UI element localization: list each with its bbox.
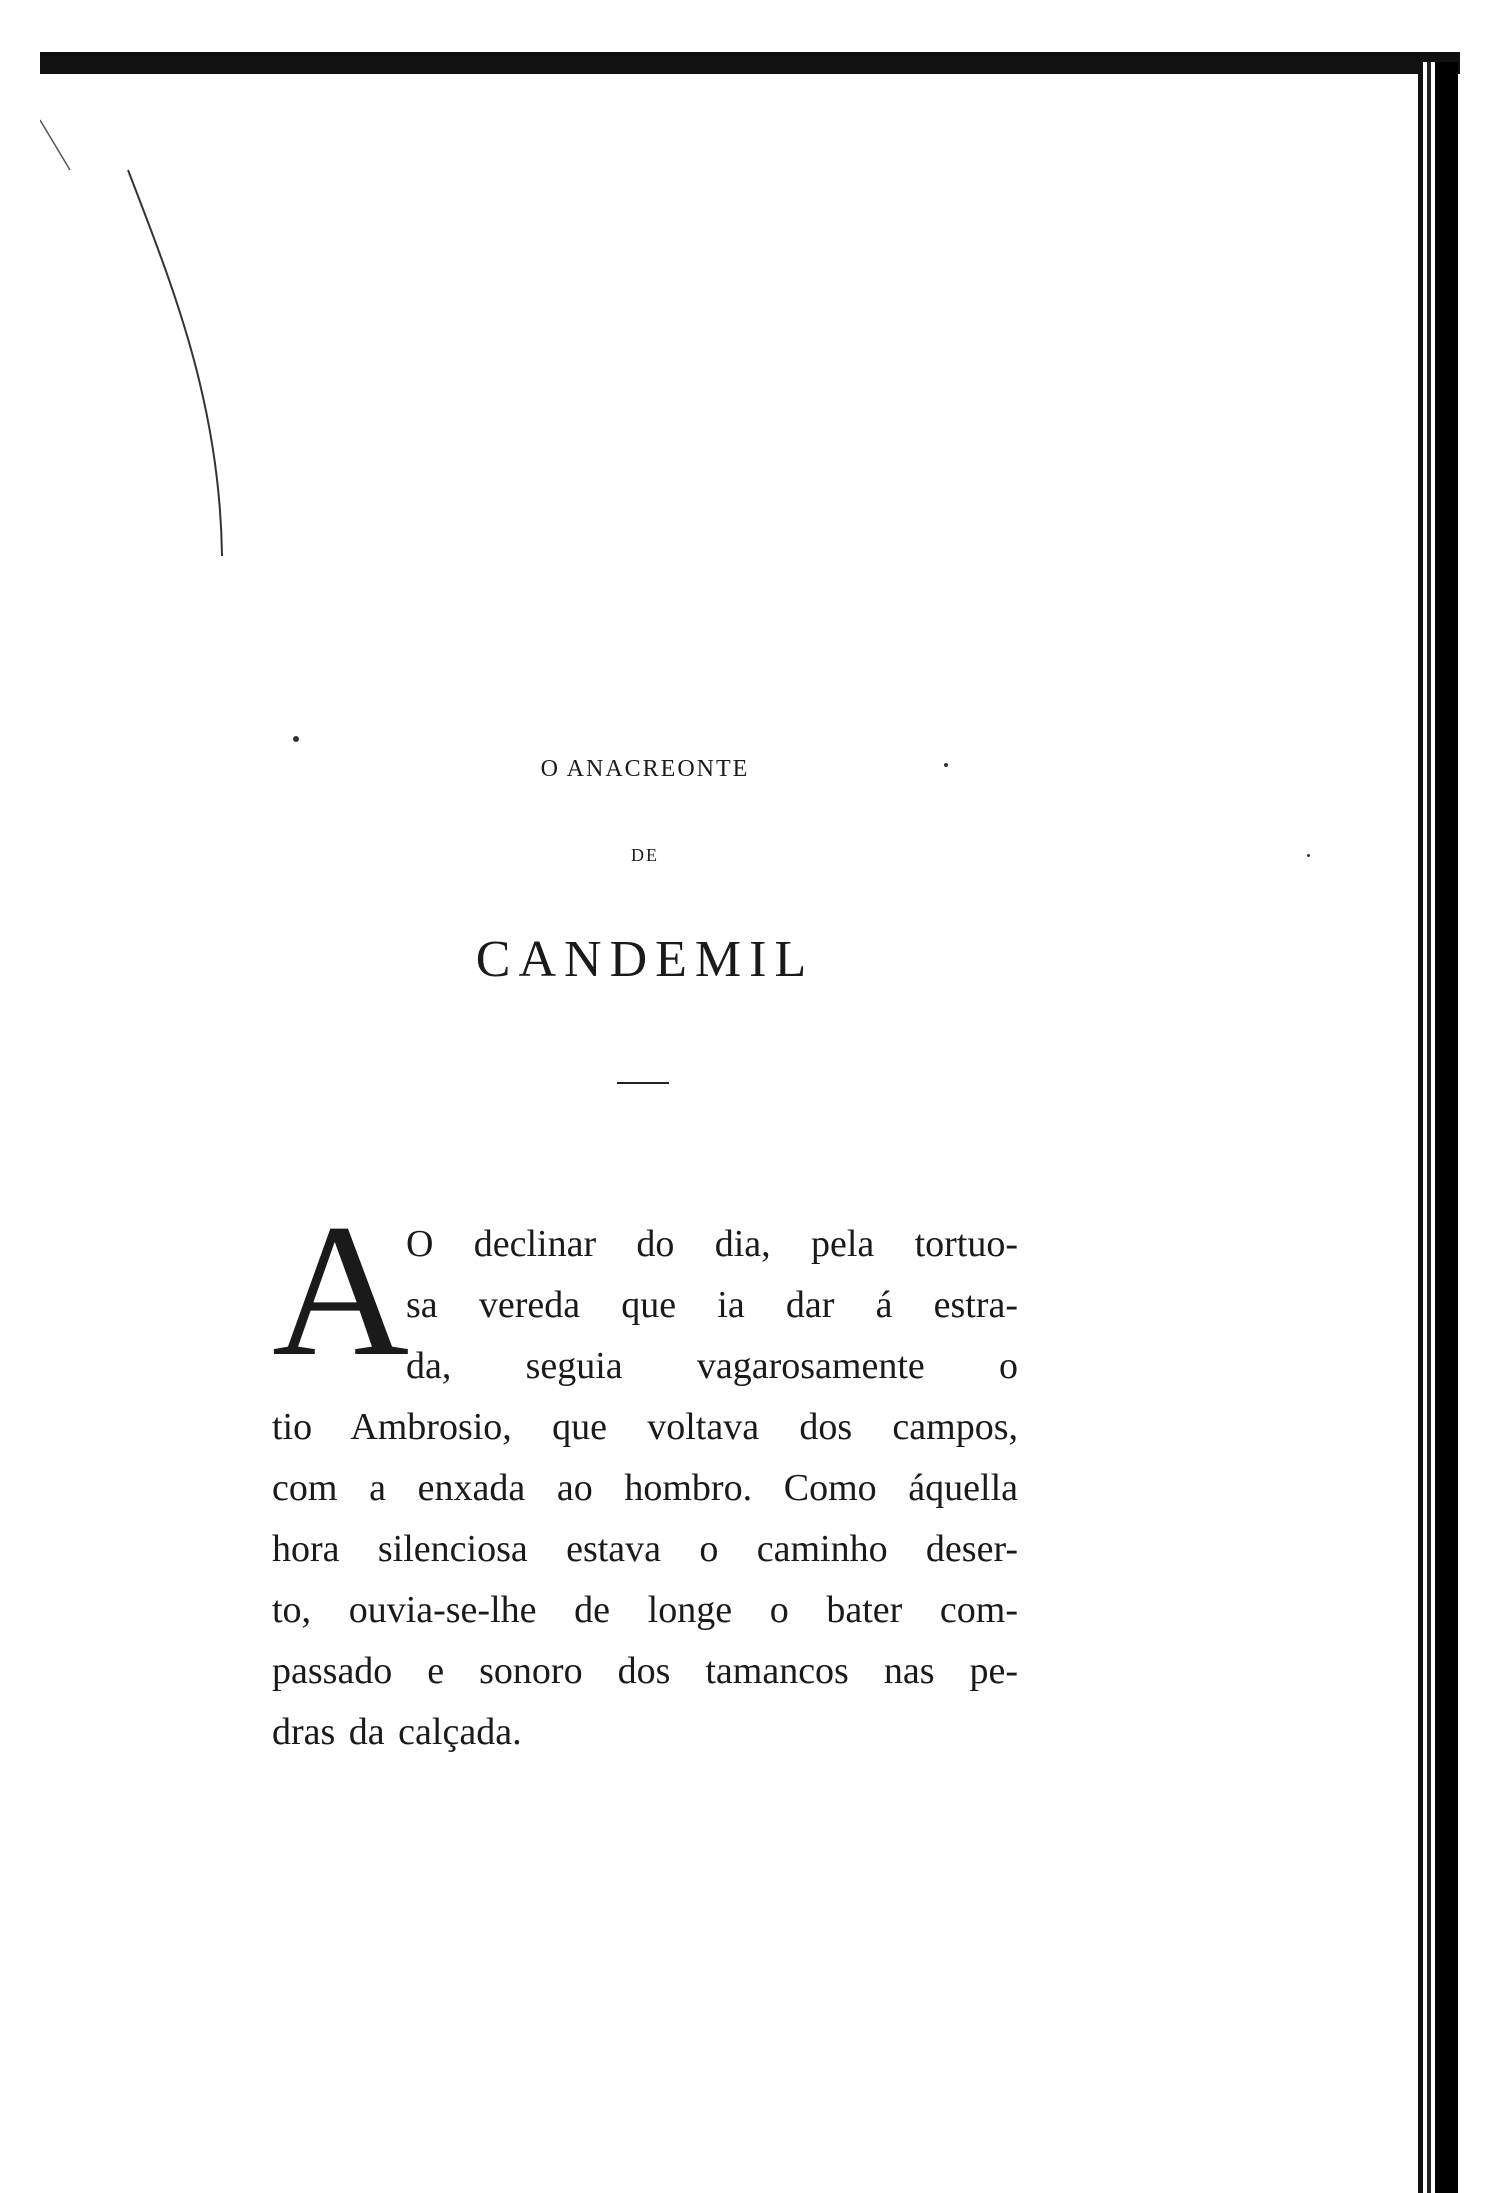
chapter-title-upper: O ANACREONTE <box>540 756 750 782</box>
page-fold-line <box>40 100 260 580</box>
drop-cap-initial: A <box>272 1186 410 1396</box>
paragraph-line: sa vereda que ia dar á estra- <box>406 1284 1018 1326</box>
paragraph-line: da, seguia vagarosamente o <box>406 1345 1018 1387</box>
title-divider <box>617 1082 669 1084</box>
paragraph-line: to, ouvia-se-lhe de longe o bater com- <box>272 1589 1018 1631</box>
paragraph-line: tio Ambrosio, que voltava dos campos, <box>272 1406 1018 1448</box>
chapter-title-main: CANDEMIL <box>475 931 815 988</box>
ink-speck <box>293 736 299 742</box>
scan-book-spine-edge <box>1418 62 1458 2193</box>
paragraph-line: O declinar do dia, pela tortuo- <box>406 1223 1018 1265</box>
chapter-title-connector: DE <box>631 845 659 865</box>
ink-speck <box>1307 854 1310 857</box>
paragraph-line: com a enxada ao hombro. Como áquella <box>272 1467 1018 1509</box>
scan-top-border <box>40 52 1460 74</box>
paragraph-line: passado e sonoro dos tamancos nas pe- <box>272 1650 1018 1692</box>
paragraph-line: dras da calçada. <box>272 1711 522 1753</box>
paragraph-line: hora silenciosa estava o caminho deser- <box>272 1528 1018 1570</box>
